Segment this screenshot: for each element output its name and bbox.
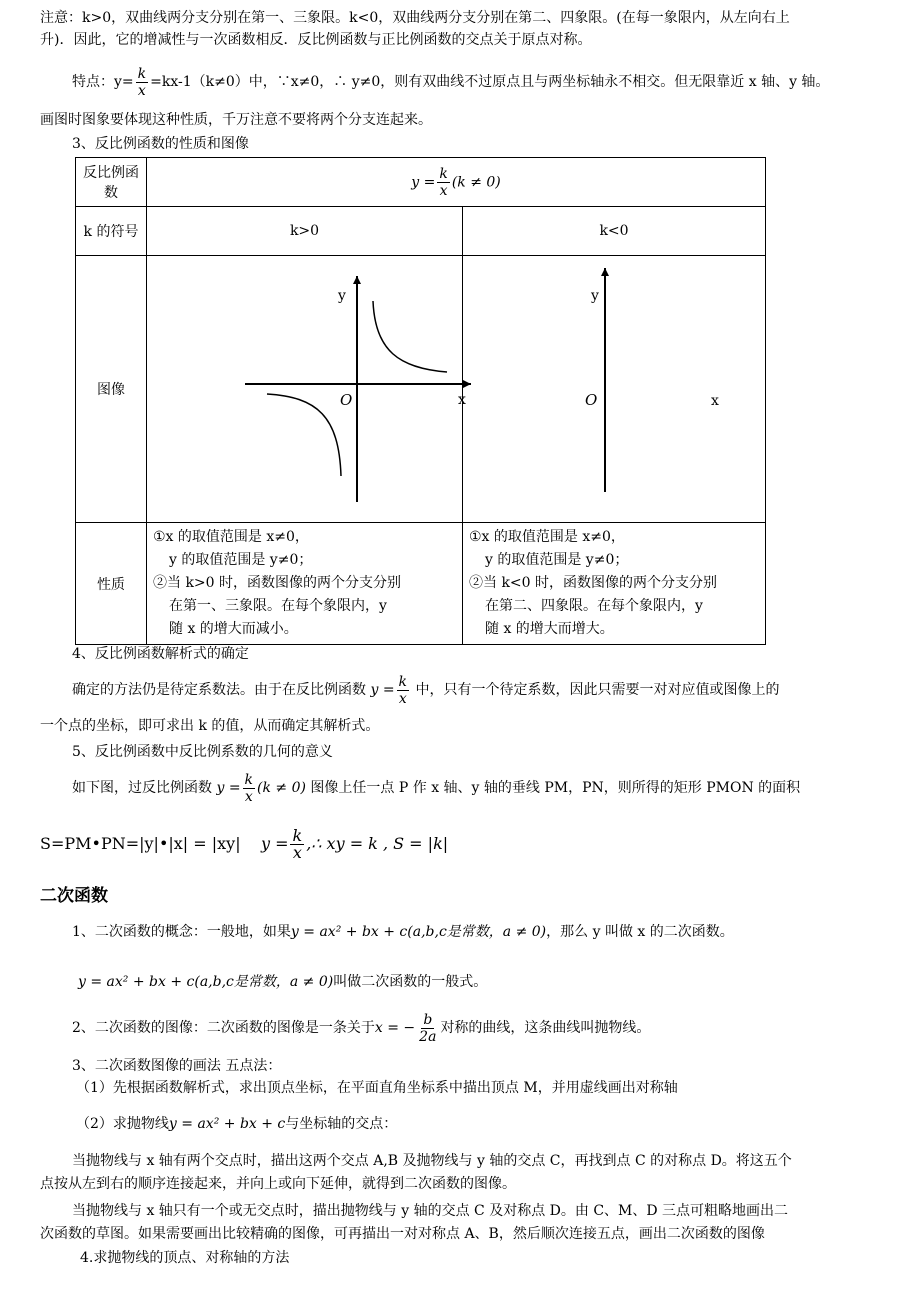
q3-para-2-line-1: 当抛物线与 x 轴只有一个或无交点时，描出抛物线与 y 轴的交点 C 及对称点 D。由 C、M、D 三点可粗略地画出二 <box>72 1203 789 1219</box>
properties-table <box>75 157 766 645</box>
properties-k-negative <box>463 523 766 645</box>
prop-line: 随 x 的增大而减小。 <box>169 621 298 637</box>
q1-line-1: 1、二次函数的概念：一般地，如果y = ax² + bx + c(a,b,c是常数，a ≠ 0)，那么 y 叫做 x 的二次函数。 <box>72 924 734 940</box>
note-line-2: 升)．因此，它的增减性与一次函数相反．反比例函数与正比例函数的交点关于原点对称。 <box>40 32 592 48</box>
prop-line: ②当 k>0 时，函数图像的两个分支分别 <box>153 575 402 591</box>
feature-line-2: 画图时图象要体现这种性质，千万注意不要将两个分支连起来。 <box>40 112 432 128</box>
q3-step-1: （1）先根据函数解析式，求出顶点坐标，在平面直角坐标系中描出顶点 M，并用虚线画出对称轴 <box>76 1080 678 1096</box>
prop-line: y 的取值范围是 y≠0； <box>169 552 313 568</box>
q3-para-1-line-2: 点按从左到右的顺序连接起来，并向上或向下延伸，就得到二次函数的图像。 <box>40 1176 516 1192</box>
row-label-graph: 图像 <box>76 256 147 523</box>
x-axis-label: x <box>711 393 719 409</box>
note-line-1: 注意：k>0，双曲线两分支分别在第一、三象限。k<0，双曲线两分支分别在第二、四象限。(在每一象限内，从左向右上 <box>40 10 790 26</box>
q4-title: 4.求抛物线的顶点、对称轴的方法 <box>80 1250 290 1266</box>
y-axis-label: y <box>591 288 599 304</box>
k-positive-header: k>0 <box>147 207 463 256</box>
feature-rest: =kx-1（k≠0）中，∵x≠0，∴ y≠0，则有双曲线不过原点且与两坐标轴永不相交。但无限靠近 x 轴、y 轴。 <box>150 74 830 90</box>
branch-quadrant-1 <box>373 301 447 372</box>
graph-k-negative <box>463 256 766 523</box>
q3-para-1-line-1: 当抛物线与 x 轴有两个交点时，描出这两个交点 A,B 及抛物线与 y 轴的交点 C，再找到点 C 的对称点 D。将这五个 <box>72 1153 792 1169</box>
q2-line: 2、二次函数的图像：二次函数的图像是一条关于x = − $\frac{b}{2a}$ 对称的曲线，这条曲线叫抛物线。 <box>72 1011 651 1045</box>
y-axis-arrow <box>601 268 609 276</box>
q3-para-2-line-2: 次函数的草图。如果需要画出比较精确的图像，可再描出一对对称点 A、B，然后顺次连接五点，画出二次函数的图像 <box>40 1226 765 1242</box>
feature-fraction: $\frac{k}{x}$ <box>137 65 147 99</box>
y-axis-label: y <box>338 288 346 304</box>
table-row <box>76 523 766 645</box>
prop-line: 在第一、三象限。在每个象限内，y <box>169 598 387 614</box>
section-3-title: 3、反比例函数的性质和图像 <box>72 136 249 152</box>
y-axis-arrow <box>353 276 361 284</box>
table-row <box>76 207 766 256</box>
section-5-title: 5、反比例函数中反比例系数的几何的意义 <box>72 744 333 760</box>
x-axis-label: x <box>458 392 466 408</box>
section-4-line-1: 确定的方法仍是待定系数法。由于在反比例函数 y = $\frac{k}{x}$ 中，只有一个待定系数，因此只需要一对对应值或图像上的 <box>72 673 780 707</box>
row-label-function: 反比例函数 <box>76 158 147 207</box>
q3-step-2: （2）求抛物线y = ax² + bx + c与坐标轴的交点： <box>76 1116 398 1132</box>
prop-line: ①x 的取值范围是 x≠0， <box>153 529 309 545</box>
hyperbola-graph-negative <box>463 256 765 518</box>
origin-label: O <box>340 391 353 409</box>
prop-line: 随 x 的增大而增大。 <box>485 621 614 637</box>
prop-line: 在第二、四象限。在每个象限内，y <box>485 598 703 614</box>
section-4-title: 4、反比例函数解析式的确定 <box>72 646 249 662</box>
quadratic-heading: 二次函数 <box>40 886 108 906</box>
area-formula: S=PM•PN=|y|•|x| = |xy| y = $\frac{k}{x}$ ,∴ xy = k , S = |k| <box>40 826 449 862</box>
section-5-line-1: 如下图，过反比例函数 y = $\frac{k}{x}$ (k ≠ 0) 图像上任一点 P 作 x 轴、y 轴的垂线 PM，PN，则所得的矩形 PMON 的面积 <box>72 771 801 805</box>
properties-k-positive <box>147 523 463 645</box>
prop-line: ①x 的取值范围是 x≠0， <box>469 529 625 545</box>
q1-line-2: y = ax² + bx + c(a,b,c是常数，a ≠ 0)叫做二次函数的一般式。 <box>78 974 488 990</box>
feature-lead: 特点：y= <box>72 74 134 90</box>
prop-line: y 的取值范围是 y≠0； <box>485 552 629 568</box>
table-row <box>76 158 766 207</box>
hyperbola-graph-positive <box>147 256 466 518</box>
prop-line: ②当 k<0 时，函数图像的两个分支分别 <box>469 575 718 591</box>
row-label-k-sign: k 的符号 <box>76 207 147 256</box>
graph-k-positive <box>147 256 466 523</box>
branch-quadrant-3 <box>267 394 341 476</box>
function-formula: y = $\frac{k}{x}$ (k ≠ 0) <box>147 158 766 207</box>
k-negative-header: k<0 <box>463 207 766 256</box>
origin-label: O <box>585 391 598 409</box>
section-4-line-2: 一个点的坐标，即可求出 k 的值，从而确定其解析式。 <box>40 718 380 734</box>
feature-line-1 <box>72 64 829 100</box>
q3-title: 3、二次函数图像的画法 五点法： <box>72 1058 282 1074</box>
row-label-properties: 性质 <box>76 523 147 645</box>
table-row <box>76 256 766 523</box>
